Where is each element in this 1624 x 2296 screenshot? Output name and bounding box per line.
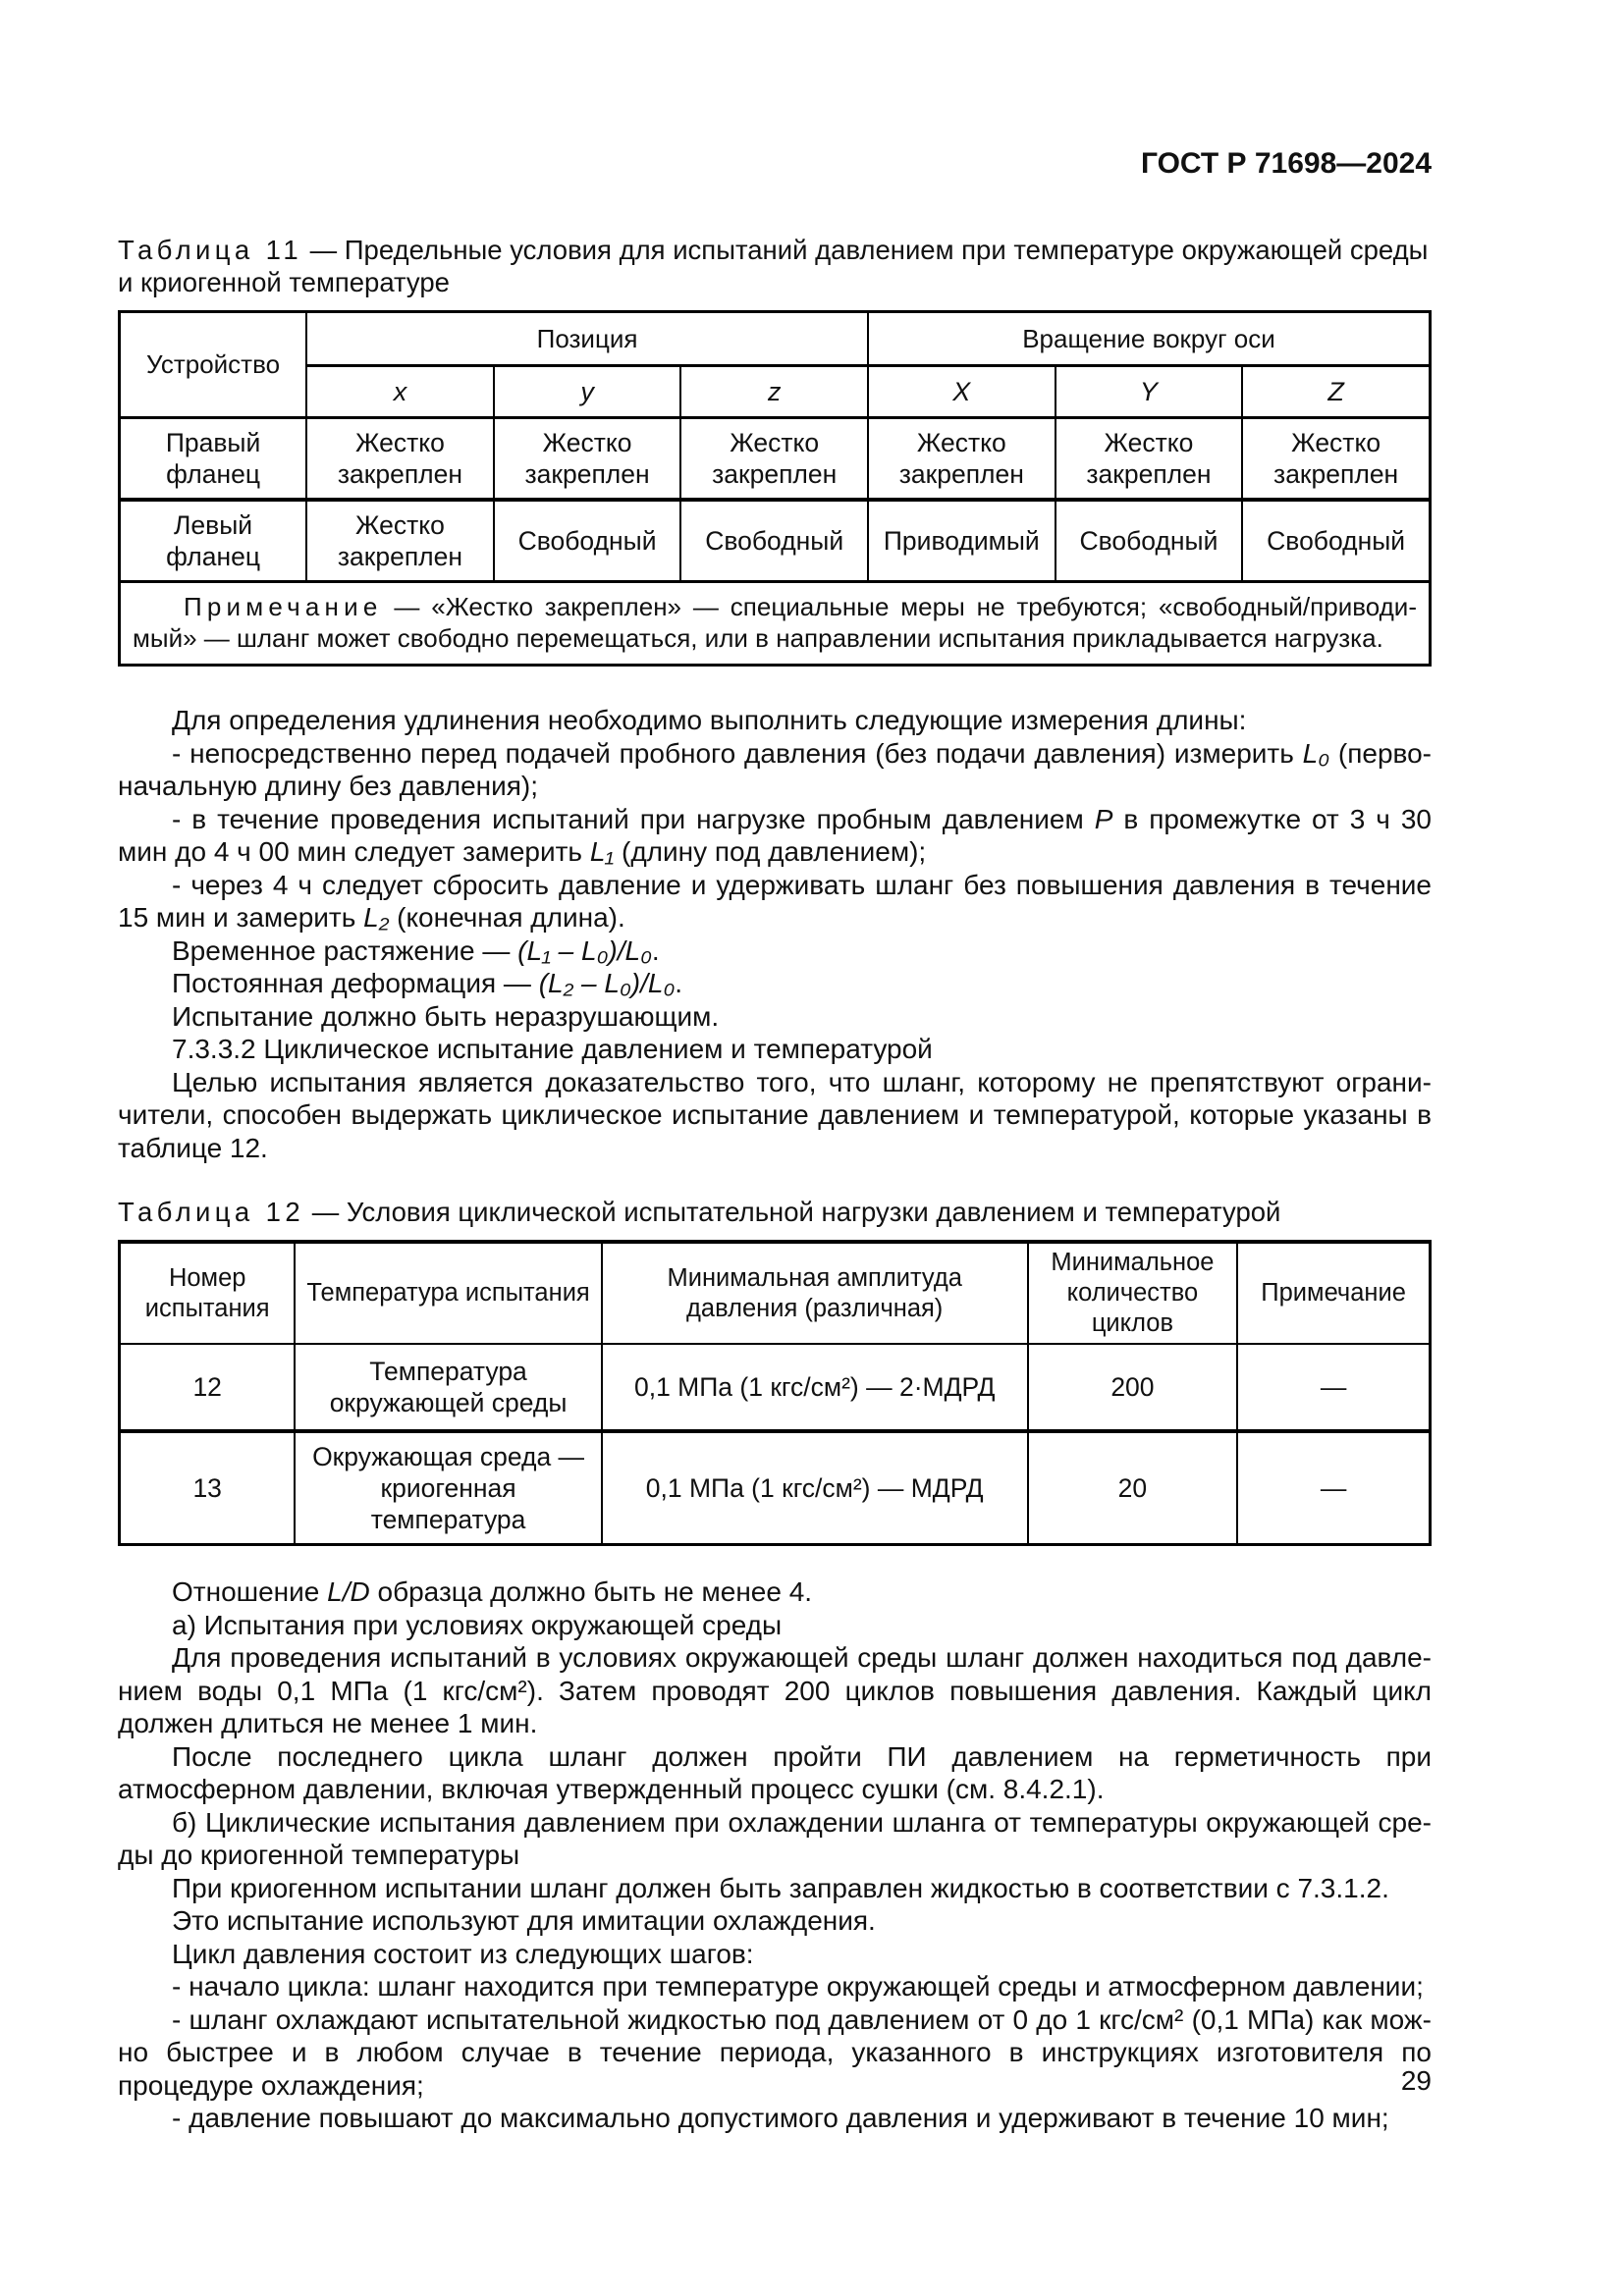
paragraph-text: в промежутке от 3 ч 30 мин до 4 ч 00 мин следует замерить bbox=[118, 803, 1432, 867]
table12-header-amplitude: Минимальная амплитуда давления (различная) bbox=[602, 1242, 1028, 1344]
table11-header-axis-x bbox=[306, 366, 494, 418]
paragraph-text: . bbox=[675, 968, 683, 998]
paragraph-text: - давление повышают до максимально допустимого давления и удерживают в течение 10 мин; bbox=[172, 2103, 1389, 2133]
table11-caption bbox=[118, 234, 1432, 298]
paragraph bbox=[118, 1740, 1432, 1806]
table-row bbox=[120, 1344, 1431, 1431]
axis-x-label: x bbox=[393, 376, 407, 406]
paragraph-text: Испытание должно быть неразрушающим. bbox=[172, 1000, 720, 1032]
formula-symbol: L₁ bbox=[589, 836, 615, 867]
table-cell: Жестко закреплен bbox=[1056, 418, 1243, 501]
axis-y-label: y bbox=[580, 376, 594, 406]
body-section-1 bbox=[118, 704, 1432, 1164]
paragraph bbox=[118, 1641, 1432, 1740]
paragraph-text: - через 4 ч следует сбросить давление и удерживать шланг без повышения давления в течение 15 мин и замерить bbox=[118, 869, 1432, 933]
axis-X-label: X bbox=[952, 376, 971, 406]
table-cell: Жестко закреплен bbox=[306, 418, 494, 501]
table-cell: Свободный bbox=[494, 500, 681, 582]
paragraph-text: - шланг охлаждают испытательной жидкостью под давлением от 0 до 1 кгс/см² (0,1 МПа) как можно быстрее и в любом случае в течение периода, указанного в инструкциях изготовителя по процедуре охлаждения; bbox=[118, 2003, 1432, 2101]
table-cell-note: — bbox=[1237, 1431, 1430, 1545]
paragraph bbox=[118, 1938, 1432, 1971]
paragraph-list-item bbox=[118, 2003, 1432, 2103]
table11-note-label: Примечание bbox=[184, 592, 383, 621]
table-cell: Жестко закреплен bbox=[1242, 418, 1430, 501]
table12 bbox=[118, 1240, 1432, 1546]
page-number: 29 bbox=[1400, 2065, 1432, 2096]
paragraph-text: . bbox=[651, 934, 660, 966]
paragraph bbox=[118, 737, 1432, 803]
table-cell-temp: Окружающая среда — криогенная температура bbox=[295, 1431, 601, 1545]
table12-header-row bbox=[120, 1242, 1431, 1344]
paragraph-text: Для проведения испытаний в условиях окружающей среды шланг должен находиться под давлением воды 0,1 МПа (1 кгс/см²). Затем проводят 200 циклов повышения давления. Каждый цикл должен длиться не менее 1 мин. bbox=[118, 1642, 1432, 1738]
table11-header-rotation-group: Вращение вокруг оси bbox=[868, 312, 1431, 366]
table11-header-axis-y bbox=[494, 366, 681, 418]
paragraph-text: При криогенном испытании шланг должен быть заправлен жидкостью в соответствии с 7.3.1.2. bbox=[172, 1872, 1389, 1903]
paragraph-text: Отношение bbox=[172, 1576, 328, 1607]
paragraph bbox=[118, 1066, 1432, 1165]
paragraph-text: - в течение проведения испытаний при нагрузке пробным давлением bbox=[172, 803, 1095, 834]
paragraph bbox=[118, 1904, 1432, 1938]
paragraph-text: Цикл давления состоит из следующих шагов: bbox=[172, 1938, 754, 1969]
formula-symbol: L₂ bbox=[363, 902, 390, 933]
axis-Y-label: Y bbox=[1139, 376, 1158, 406]
paragraph-text: После последнего цикла шланг должен пройти ПИ давлением на герметичность при атмосферном давлении, включая утвержденный процесс сушки (см. 8.4.2.1). bbox=[118, 1740, 1432, 1804]
paragraph bbox=[118, 934, 1432, 968]
table-row bbox=[120, 1431, 1431, 1545]
paragraph bbox=[118, 967, 1432, 1000]
paragraph-text: Временное растяжение — bbox=[172, 934, 518, 966]
table-cell-cycles: 20 bbox=[1028, 1431, 1238, 1545]
table-cell-amplitude: 0,1 МПа (1 кгс/см²) — МДРД bbox=[602, 1431, 1028, 1545]
table-row bbox=[120, 418, 1431, 501]
paragraph-text: 7.3.3.2 Циклическое испытание давлением и температурой bbox=[172, 1034, 933, 1064]
formula-symbol: L₀ bbox=[1302, 737, 1330, 769]
table-cell-num: 13 bbox=[120, 1431, 296, 1545]
table-cell: Приводимый bbox=[868, 500, 1056, 582]
paragraph-text: образца должно быть не менее 4. bbox=[369, 1576, 813, 1607]
table-cell-num: 12 bbox=[120, 1344, 296, 1431]
formula-symbol: P bbox=[1094, 803, 1113, 834]
table12-header-cycles: Минимальное количество циклов bbox=[1028, 1242, 1238, 1344]
table11 bbox=[118, 310, 1432, 667]
paragraph-text: (длину под давлением); bbox=[614, 836, 927, 867]
table12-header-num: Номер испытания bbox=[120, 1242, 296, 1344]
paragraph-list-item bbox=[118, 1970, 1432, 2003]
table-cell: Жестко закреплен bbox=[306, 500, 494, 582]
paragraph bbox=[118, 869, 1432, 934]
table-cell-cycles: 200 bbox=[1028, 1344, 1238, 1431]
table-cell-device: Правый фланец bbox=[120, 418, 307, 501]
body-section-2 bbox=[118, 1575, 1432, 2135]
paragraph-text: Целью испытания является доказательство того, что шланг, которому не препятствуют ограничители, способен выдержать циклическое испытание давлением и температурой, которые указаны в таблице 12. bbox=[118, 1066, 1432, 1163]
axis-Z-label: Z bbox=[1327, 376, 1344, 406]
paragraph bbox=[118, 1000, 1432, 1034]
table-cell: Свободный bbox=[680, 500, 868, 582]
table-cell-temp: Температура окружающей среды bbox=[295, 1344, 601, 1431]
table11-note-text: — «Жестко закреплен» — специальные меры не требуются; «свободный/приводимый» — шланг может свободно перемещаться, или в направлении испытания прикладывается нагрузка. bbox=[133, 592, 1417, 653]
table-cell-device: Левый фланец bbox=[120, 500, 307, 582]
paragraph-text: Это испытание используют для имитации охлаждения. bbox=[172, 1905, 876, 1936]
table11-header-axis-Y bbox=[1056, 366, 1243, 418]
doc-code: ГОСТ Р 71698—2024 bbox=[1140, 147, 1432, 180]
table11-header-axis-X bbox=[868, 366, 1056, 418]
paragraph bbox=[118, 704, 1432, 737]
paragraph-text: Постоянная деформация — bbox=[172, 968, 539, 998]
paragraph-list-item bbox=[118, 1806, 1432, 1872]
table11-caption-label: Таблица 11 bbox=[118, 235, 303, 265]
formula: (L₂ – L₀)/L₀ bbox=[538, 968, 676, 998]
table11-note-row bbox=[120, 582, 1431, 666]
paragraph bbox=[118, 803, 1432, 869]
paragraph-text: (конечная длина). bbox=[389, 902, 625, 933]
table11-header-position-group: Позиция bbox=[306, 312, 868, 366]
table-cell: Жестко закреплен bbox=[494, 418, 681, 501]
table-cell-note: — bbox=[1237, 1344, 1430, 1431]
table11-header-row-axes bbox=[120, 366, 1431, 418]
formula-symbol: L/D bbox=[327, 1576, 370, 1607]
table11-header-axis-Z bbox=[1242, 366, 1430, 418]
table11-note bbox=[120, 582, 1431, 666]
paragraph bbox=[118, 1575, 1432, 1609]
paragraph-text: - непосредственно перед подачей пробного давления (без подачи давления) измерить bbox=[172, 737, 1303, 769]
paragraph-list-item bbox=[118, 2102, 1432, 2135]
table-cell-amplitude: 0,1 МПа (1 кгс/см²) — 2·МДРД bbox=[602, 1344, 1028, 1431]
table-row bbox=[120, 500, 1431, 582]
paragraph-text: Для определения удлинения необходимо выполнить следующие измерения длины: bbox=[172, 705, 1247, 735]
table12-caption-label: Таблица 12 bbox=[118, 1197, 305, 1227]
table12-header-temp: Температура испытания bbox=[295, 1242, 601, 1344]
table-cell: Свободный bbox=[1056, 500, 1243, 582]
table11-caption-text: — Предельные условия для испытаний давлением при температуре окружающей среды и криогенной температуре bbox=[118, 235, 1429, 297]
paragraph-text: - начало цикла: шланг находится при температуре окружающей среды и атмосферном давлении; bbox=[172, 1971, 1424, 2002]
paragraph-text: (первоначальную длину без давления); bbox=[118, 737, 1432, 801]
formula: (L₁ – L₀)/L₀ bbox=[517, 934, 652, 966]
table-cell: Жестко закреплен bbox=[868, 418, 1056, 501]
paragraph-list-item bbox=[118, 1609, 1432, 1642]
table12-caption-text: — Условия циклической испытательной нагрузки давлением и температурой bbox=[304, 1197, 1281, 1227]
paragraph-text: а) Испытания при условиях окружающей среды bbox=[172, 1609, 783, 1640]
paragraph-text: б) Циклические испытания давлением при охлаждении шланга от температуры окружающей среды до криогенной температуры bbox=[118, 1806, 1432, 1870]
table12-caption bbox=[118, 1196, 1432, 1228]
table-cell: Жестко закреплен bbox=[680, 418, 868, 501]
paragraph bbox=[118, 1872, 1432, 1905]
table-cell: Свободный bbox=[1242, 500, 1430, 582]
table11-header-row-groups bbox=[120, 312, 1431, 366]
axis-z-label: z bbox=[767, 376, 782, 406]
table11-header-axis-z bbox=[680, 366, 868, 418]
paragraph-clause-number bbox=[118, 1033, 1432, 1066]
table11-header-device: Устройство bbox=[120, 312, 307, 418]
table12-header-note: Примечание bbox=[1237, 1242, 1430, 1344]
